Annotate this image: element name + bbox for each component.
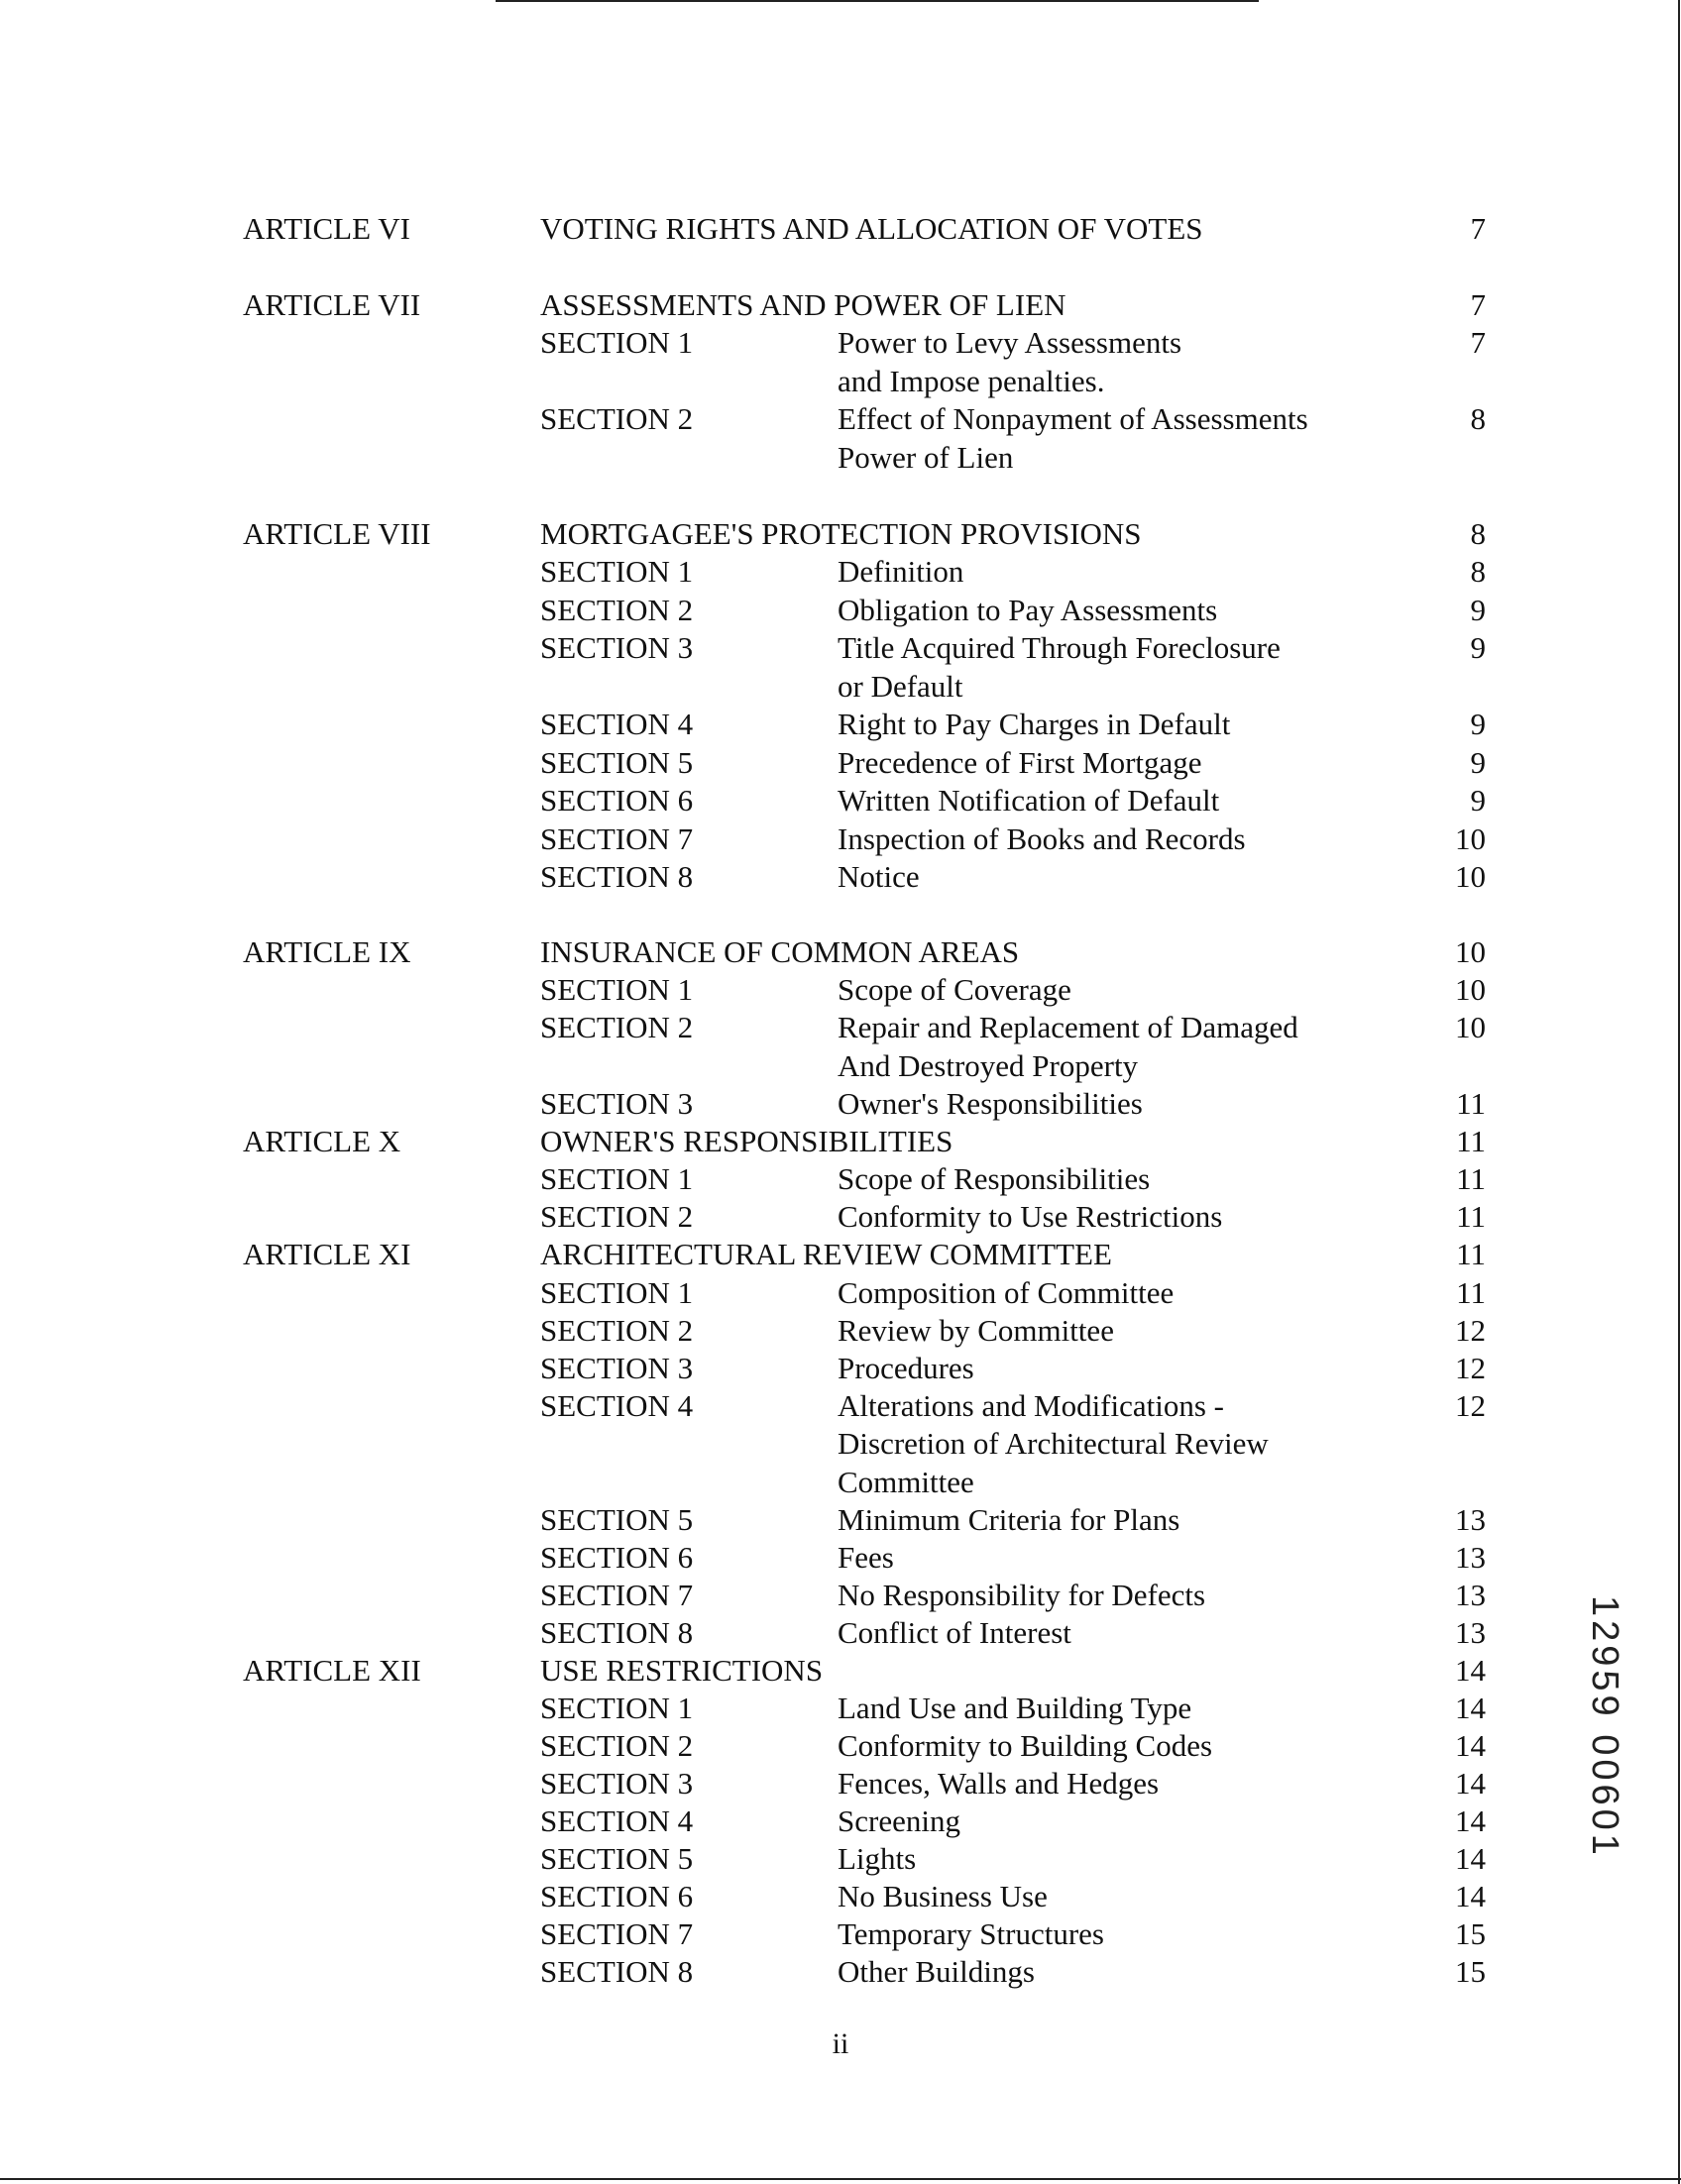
- article-label: ARTICLE X: [243, 1124, 401, 1158]
- section-label: SECTION 3: [540, 1351, 694, 1385]
- page-number: 11: [1456, 1199, 1486, 1234]
- section-label: SECTION 6: [540, 1540, 694, 1575]
- document-stamp-number: 12959 00601: [1584, 1595, 1625, 1859]
- section-title: Fences, Walls and Hedges: [838, 1766, 1160, 1801]
- page-number: 10: [1455, 934, 1486, 969]
- page-number: 12: [1455, 1313, 1486, 1348]
- section-title: Conformity to Building Codes: [838, 1728, 1213, 1763]
- section-title: Effect of Nonpayment of Assessments: [838, 401, 1308, 436]
- article-heading: ASSESSMENTS AND POWER OF LIEN: [540, 287, 1066, 322]
- section-title: Definition: [838, 554, 964, 589]
- section-label: SECTION 7: [540, 1916, 694, 1951]
- page-number: 7: [1470, 287, 1486, 322]
- section-title: Owner's Responsibilities: [838, 1086, 1143, 1121]
- section-label: SECTION 1: [540, 325, 694, 360]
- section-label: SECTION 3: [540, 1766, 694, 1801]
- section-title: Power to Levy Assessments: [838, 325, 1182, 360]
- page-number: 10: [1455, 1010, 1486, 1044]
- page-number: 12: [1455, 1351, 1486, 1385]
- page-number: 14: [1455, 1841, 1486, 1876]
- section-label: SECTION 3: [540, 630, 694, 665]
- section-label: SECTION 6: [540, 1879, 694, 1913]
- page-number: 11: [1456, 1086, 1486, 1121]
- article-heading: ARCHITECTURAL REVIEW COMMITTEE: [540, 1237, 1112, 1271]
- page-number: 13: [1455, 1502, 1486, 1537]
- section-label: SECTION 8: [540, 1615, 694, 1650]
- section-label: SECTION 1: [540, 1275, 694, 1310]
- page-number: 15: [1455, 1916, 1486, 1951]
- page-number: 9: [1470, 630, 1486, 665]
- article-heading: OWNER'S RESPONSIBILITIES: [540, 1124, 953, 1158]
- scan-edge-right: [1678, 0, 1680, 2184]
- article-heading: VOTING RIGHTS AND ALLOCATION OF VOTES: [540, 211, 1203, 246]
- section-title: Repair and Replacement of Damaged: [838, 1010, 1298, 1044]
- section-title: Alterations and Modifications -: [838, 1388, 1224, 1423]
- section-title-continued: or Default: [838, 669, 963, 704]
- section-label: SECTION 1: [540, 554, 694, 589]
- section-label: SECTION 2: [540, 1313, 694, 1348]
- section-label: SECTION 8: [540, 1954, 694, 1989]
- section-label: SECTION 1: [540, 1161, 694, 1196]
- page-number: 13: [1455, 1578, 1486, 1612]
- page-number: 7: [1470, 211, 1486, 246]
- page-number: 11: [1456, 1237, 1486, 1271]
- section-label: SECTION 2: [540, 1199, 694, 1234]
- section-title: Review by Committee: [838, 1313, 1114, 1348]
- section-title: Fees: [838, 1540, 894, 1575]
- page-number: 9: [1470, 745, 1486, 780]
- section-title: Minimum Criteria for Plans: [838, 1502, 1180, 1537]
- page-number: 13: [1455, 1615, 1486, 1650]
- section-label: SECTION 3: [540, 1086, 694, 1121]
- section-title: Temporary Structures: [838, 1916, 1104, 1951]
- section-title: Procedures: [838, 1351, 974, 1385]
- page-number: 14: [1455, 1653, 1486, 1688]
- section-label: SECTION 2: [540, 401, 694, 436]
- section-title: Notice: [838, 859, 920, 894]
- section-label: SECTION 7: [540, 1578, 694, 1612]
- article-label: ARTICLE VI: [243, 211, 410, 246]
- page-number: 13: [1455, 1540, 1486, 1575]
- article-label: ARTICLE XII: [243, 1653, 421, 1688]
- article-heading: INSURANCE OF COMMON AREAS: [540, 934, 1020, 969]
- page-number: 8: [1470, 516, 1486, 551]
- section-title: Obligation to Pay Assessments: [838, 593, 1218, 627]
- section-title: Right to Pay Charges in Default: [838, 707, 1231, 741]
- page-number: 10: [1455, 972, 1486, 1007]
- page-folio: ii: [832, 2027, 849, 2060]
- section-title: Lights: [838, 1841, 917, 1876]
- section-title: Conformity to Use Restrictions: [838, 1199, 1223, 1234]
- section-title-continued: Committee: [838, 1465, 974, 1499]
- section-label: SECTION 2: [540, 1728, 694, 1763]
- page-number: 11: [1456, 1161, 1486, 1196]
- section-label: SECTION 5: [540, 745, 694, 780]
- section-label: SECTION 5: [540, 1841, 694, 1876]
- page-number: 14: [1455, 1691, 1486, 1725]
- section-label: SECTION 1: [540, 972, 694, 1007]
- section-label: SECTION 7: [540, 821, 694, 856]
- section-label: SECTION 4: [540, 707, 694, 741]
- article-heading: MORTGAGEE'S PROTECTION PROVISIONS: [540, 516, 1142, 551]
- page-number: 15: [1455, 1954, 1486, 1989]
- section-title-continued: and Impose penalties.: [838, 364, 1105, 398]
- page-number: 8: [1470, 554, 1486, 589]
- page-number: 10: [1455, 859, 1486, 894]
- page-number: 14: [1455, 1803, 1486, 1838]
- section-title: Title Acquired Through Foreclosure: [838, 630, 1281, 665]
- section-title: Scope of Responsibilities: [838, 1161, 1151, 1196]
- section-label: SECTION 2: [540, 1010, 694, 1044]
- page-number: 10: [1455, 821, 1486, 856]
- page-number: 8: [1470, 401, 1486, 436]
- section-title: Scope of Coverage: [838, 972, 1071, 1007]
- section-title: No Responsibility for Defects: [838, 1578, 1206, 1612]
- page-number: 14: [1455, 1766, 1486, 1801]
- scan-edge-top: [496, 0, 1259, 2]
- page-number: 7: [1470, 325, 1486, 360]
- section-label: SECTION 1: [540, 1691, 694, 1725]
- section-title: Precedence of First Mortgage: [838, 745, 1202, 780]
- section-title: Land Use and Building Type: [838, 1691, 1192, 1725]
- section-label: SECTION 6: [540, 783, 694, 818]
- page-number: 11: [1456, 1275, 1486, 1310]
- section-title: Composition of Committee: [838, 1275, 1175, 1310]
- page-number: 9: [1470, 593, 1486, 627]
- article-label: ARTICLE XI: [243, 1237, 411, 1271]
- article-label: ARTICLE VII: [243, 287, 421, 322]
- section-title: Inspection of Books and Records: [838, 821, 1246, 856]
- article-label: ARTICLE IX: [243, 934, 411, 969]
- section-label: SECTION 8: [540, 859, 694, 894]
- section-label: SECTION 4: [540, 1803, 694, 1838]
- section-title-continued: Discretion of Architectural Review: [838, 1426, 1269, 1461]
- scan-edge-bottom: [0, 2178, 1681, 2180]
- section-title: Screening: [838, 1803, 960, 1838]
- section-title-continued: Power of Lien: [838, 440, 1014, 475]
- section-title: Other Buildings: [838, 1954, 1035, 1989]
- page-number: 11: [1456, 1124, 1486, 1158]
- page-number: 12: [1455, 1388, 1486, 1423]
- section-label: SECTION 4: [540, 1388, 694, 1423]
- section-title: No Business Use: [838, 1879, 1048, 1913]
- section-title-continued: And Destroyed Property: [838, 1048, 1139, 1083]
- page-number: 9: [1470, 707, 1486, 741]
- article-heading: USE RESTRICTIONS: [540, 1653, 824, 1688]
- section-title: Written Notification of Default: [838, 783, 1220, 818]
- page-number: 9: [1470, 783, 1486, 818]
- section-label: SECTION 5: [540, 1502, 694, 1537]
- page-number: 14: [1455, 1728, 1486, 1763]
- article-label: ARTICLE VIII: [243, 516, 431, 551]
- section-label: SECTION 2: [540, 593, 694, 627]
- page-number: 14: [1455, 1879, 1486, 1913]
- section-title: Conflict of Interest: [838, 1615, 1071, 1650]
